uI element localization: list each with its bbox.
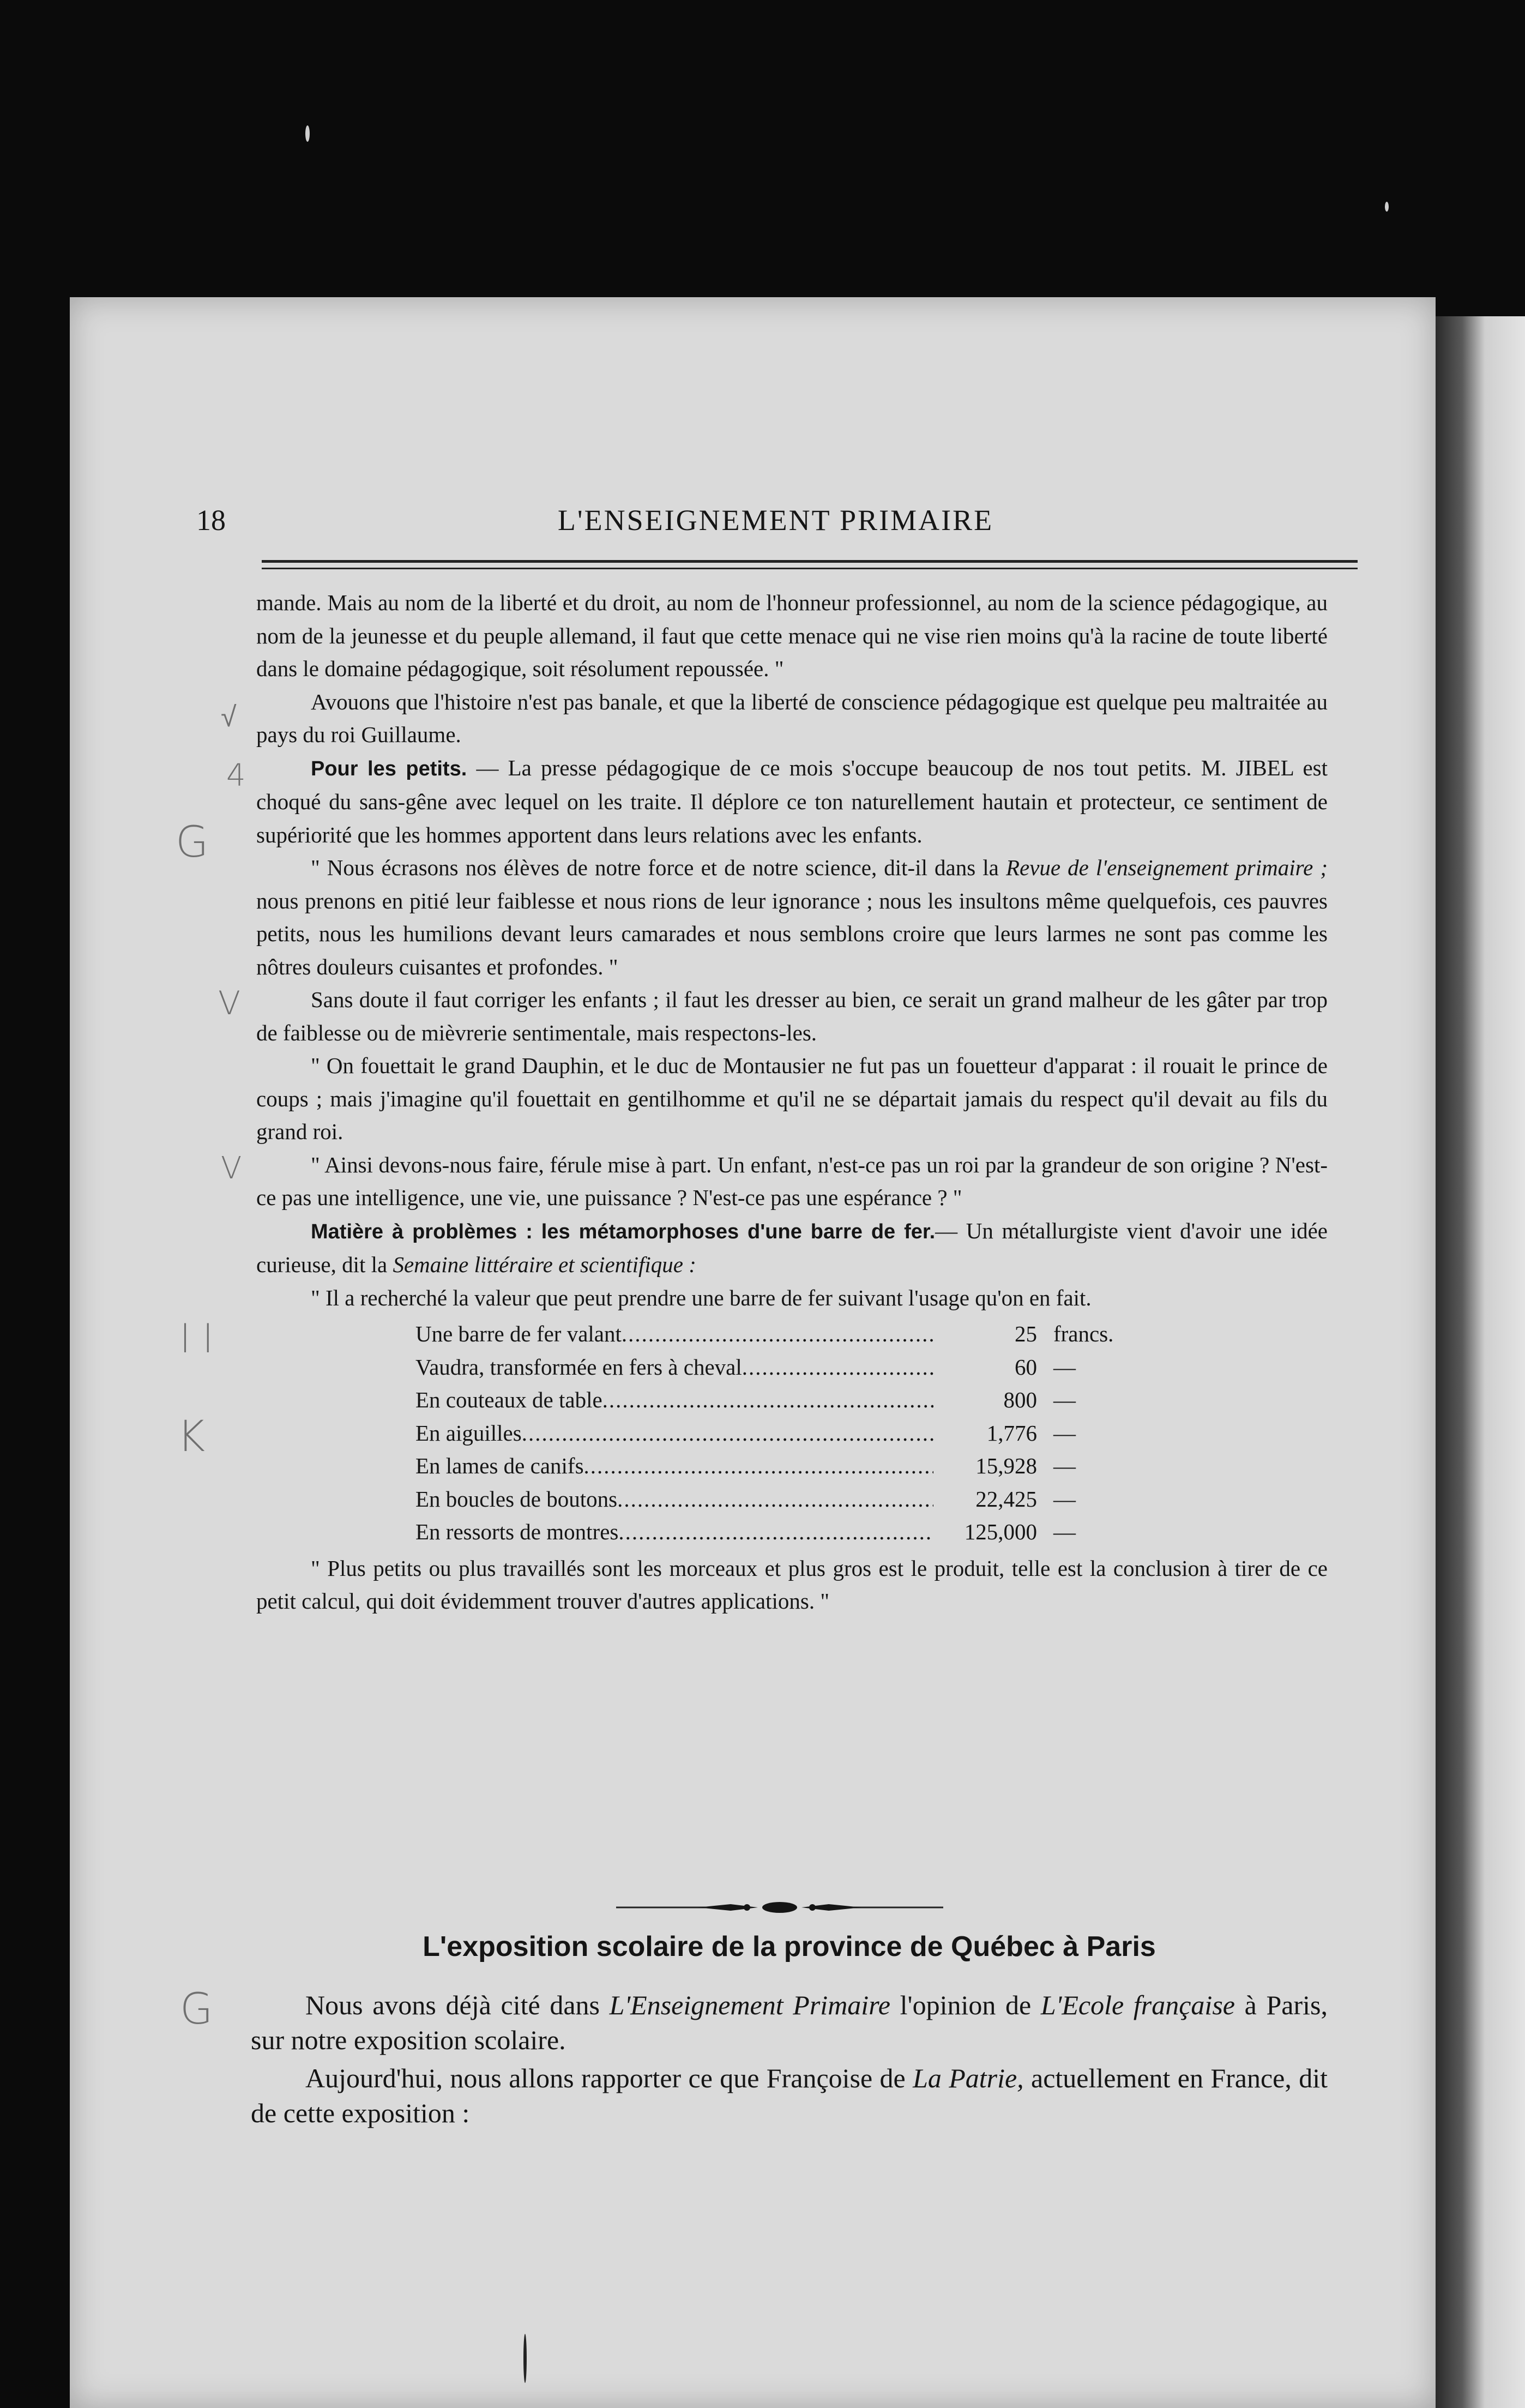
row-unit: — [1053,1387,1076,1412]
row-unit: — [1053,1354,1076,1380]
margin-mark: G [176,818,209,867]
row-label: Vaudra, transformée en fers à cheval [415,1354,742,1380]
table-row [415,1383,1266,1417]
row-label: En boucles de boutons [415,1486,618,1512]
header-rule-thin [262,568,1358,569]
row-value: 125,000 [964,1519,1037,1544]
paragraph: " Plus petits ou plus travaillés sont les morceaux et plus gros est le produit, telle est la conclusion à tirer de ce petit calcul, qui doit évidemment trouver d'autres applications. " [256,1555,1328,1614]
paragraph: mande. Mais au nom de la liberté et du droit, au nom de l'honneur professionnel, au nom de la science pédagogique, au nom de la jeunesse et du peuple allemand, il faut que cette menace qui ne vise rien moins qu'à la racine de toute liberté dans le domaine pédagogique, soit résolument repoussée. " [256,590,1328,681]
paragraph: " Il a recherché la valeur que peut prendre une barre de fer suivant l'usage qu'on en fait. [311,1285,1092,1310]
section-heading: L'exposition scolaire de la province de Québec à Paris [423,1931,1156,1962]
row-unit: — [1053,1486,1076,1512]
paragraph: Matière à problèmes : les métamorphoses d'une barre de fer.— Un métallurgiste vient d'avoir une idée curieuse, dit la Semaine littéraire et scientifique : [256,1218,1328,1277]
table-row [415,1317,1266,1351]
row-value: 22,425 [975,1486,1037,1512]
margin-mark: 4 [226,758,246,793]
price-table [415,1317,1266,1549]
row-value: 15,928 [975,1453,1037,1478]
margin-mark: l l [180,1317,214,1362]
paragraph: " Nous écrasons nos élèves de notre force et de notre science, dit-il dans la Revue de l'enseignement primaire ; nous prenons en pitié leur faiblesse et nous rions de leur ignorance ; nous les insultons même quelquefois, ces pauvres petits, nous les humilions devant leurs camarades et nous semblons croire que leurs larmes ne sont pas comme les nôtres douleurs cuisantes et profondes. " [256,855,1328,979]
scan-speck [305,125,310,142]
table-row [415,1449,1266,1483]
margin-mark: G [180,1985,213,2034]
row-unit: — [1053,1519,1076,1544]
row-label: En ressorts de montres [415,1519,619,1544]
margin-mark: V [221,1151,242,1186]
row-label: Une barre de fer valant [415,1321,622,1346]
article-body [256,586,1328,1618]
paragraph: Nous avons déjà cité dans L'Enseignement Primaire l'opinion de L'Ecole française à Paris, sur notre exposition scolaire. [251,1990,1328,2055]
section-body [251,1988,1328,2134]
row-unit: francs. [1053,1321,1114,1346]
row-value: 1,776 [986,1420,1037,1446]
paragraph: Avouons que l'histoire n'est pas banale, et que la liberté de conscience pédagogique est quelque peu maltraitée au pays du roi Guillaume. [256,689,1328,747]
row-label: En lames de canifs [415,1453,584,1478]
facing-page-edge [1436,316,1525,2408]
scan-speck [523,2334,527,2383]
row-value: 25 [1015,1321,1037,1346]
paragraph: " On fouettait le grand Dauphin, et le duc de Montausier ne fut pas un fouetteur d'apparat : il rouait le prince de coups ; mais j'imagine qu'il fouettait en gentilhomme et qu'il ne se départait jamais du respect qu'il devait au fils du grand roi. [256,1053,1328,1144]
header-rule-thick [262,560,1358,563]
margin-checkmark: √ [221,701,237,733]
paragraph: Pour les petits. — La presse pédagogique de ce mois s'occupe beaucoup de nos tout petits. M. JIBEL est choqué du sans-gêne avec lequel on les traite. Il déplore ce ton naturellement hautain et protecteur, ce sentiment de supériorité que les hommes apportent dans leurs relations avec les enfants. [256,755,1328,847]
row-unit: — [1053,1453,1076,1478]
rubric-heading: Pour les petits. [311,757,467,780]
margin-mark: V [218,984,241,1022]
table-row [415,1515,1266,1549]
running-title: L'ENSEIGNEMENT PRIMAIRE [557,504,994,537]
italic-title: Revue de l'enseignement primaire ; [1005,855,1328,880]
table-row [415,1351,1266,1384]
page-number: 18 [196,504,226,537]
scan-speck [1385,202,1389,212]
table-row [415,1483,1266,1516]
row-value: 800 [1003,1387,1037,1412]
paragraph: " Ainsi devons-nous faire, férule mise à part. Un enfant, n'est-ce pas un roi par la grandeur de son origine ? N'est-ce pas une intelligence, une vie, une puissance ? N'est-ce pas une espérance ? " [256,1152,1328,1210]
paragraph: Aujourd'hui, nous allons rapporter ce que Françoise de La Patrie, actuellement en France, dit de cette exposition : [251,2063,1328,2128]
table-row [415,1417,1266,1450]
row-label: En aiguilles [415,1420,522,1446]
ornament-divider-icon [616,1897,943,1918]
rubric-heading: Matière à problèmes : les métamorphoses d'une barre de fer. [311,1220,936,1243]
margin-mark: K [177,1412,206,1461]
row-value: 60 [1015,1354,1037,1380]
page-header [196,493,1355,548]
paragraph: Sans doute il faut corriger les enfants ; il faut les dresser au bien, ce serait un grand malheur de les gâter par trop de faiblesse ou de mièvrerie sentimentale, mais respectons-les. [256,987,1328,1045]
row-label: En couteaux de table [415,1387,602,1412]
row-unit: — [1053,1420,1076,1446]
italic-title: Semaine littéraire et scientifique : [393,1252,696,1277]
